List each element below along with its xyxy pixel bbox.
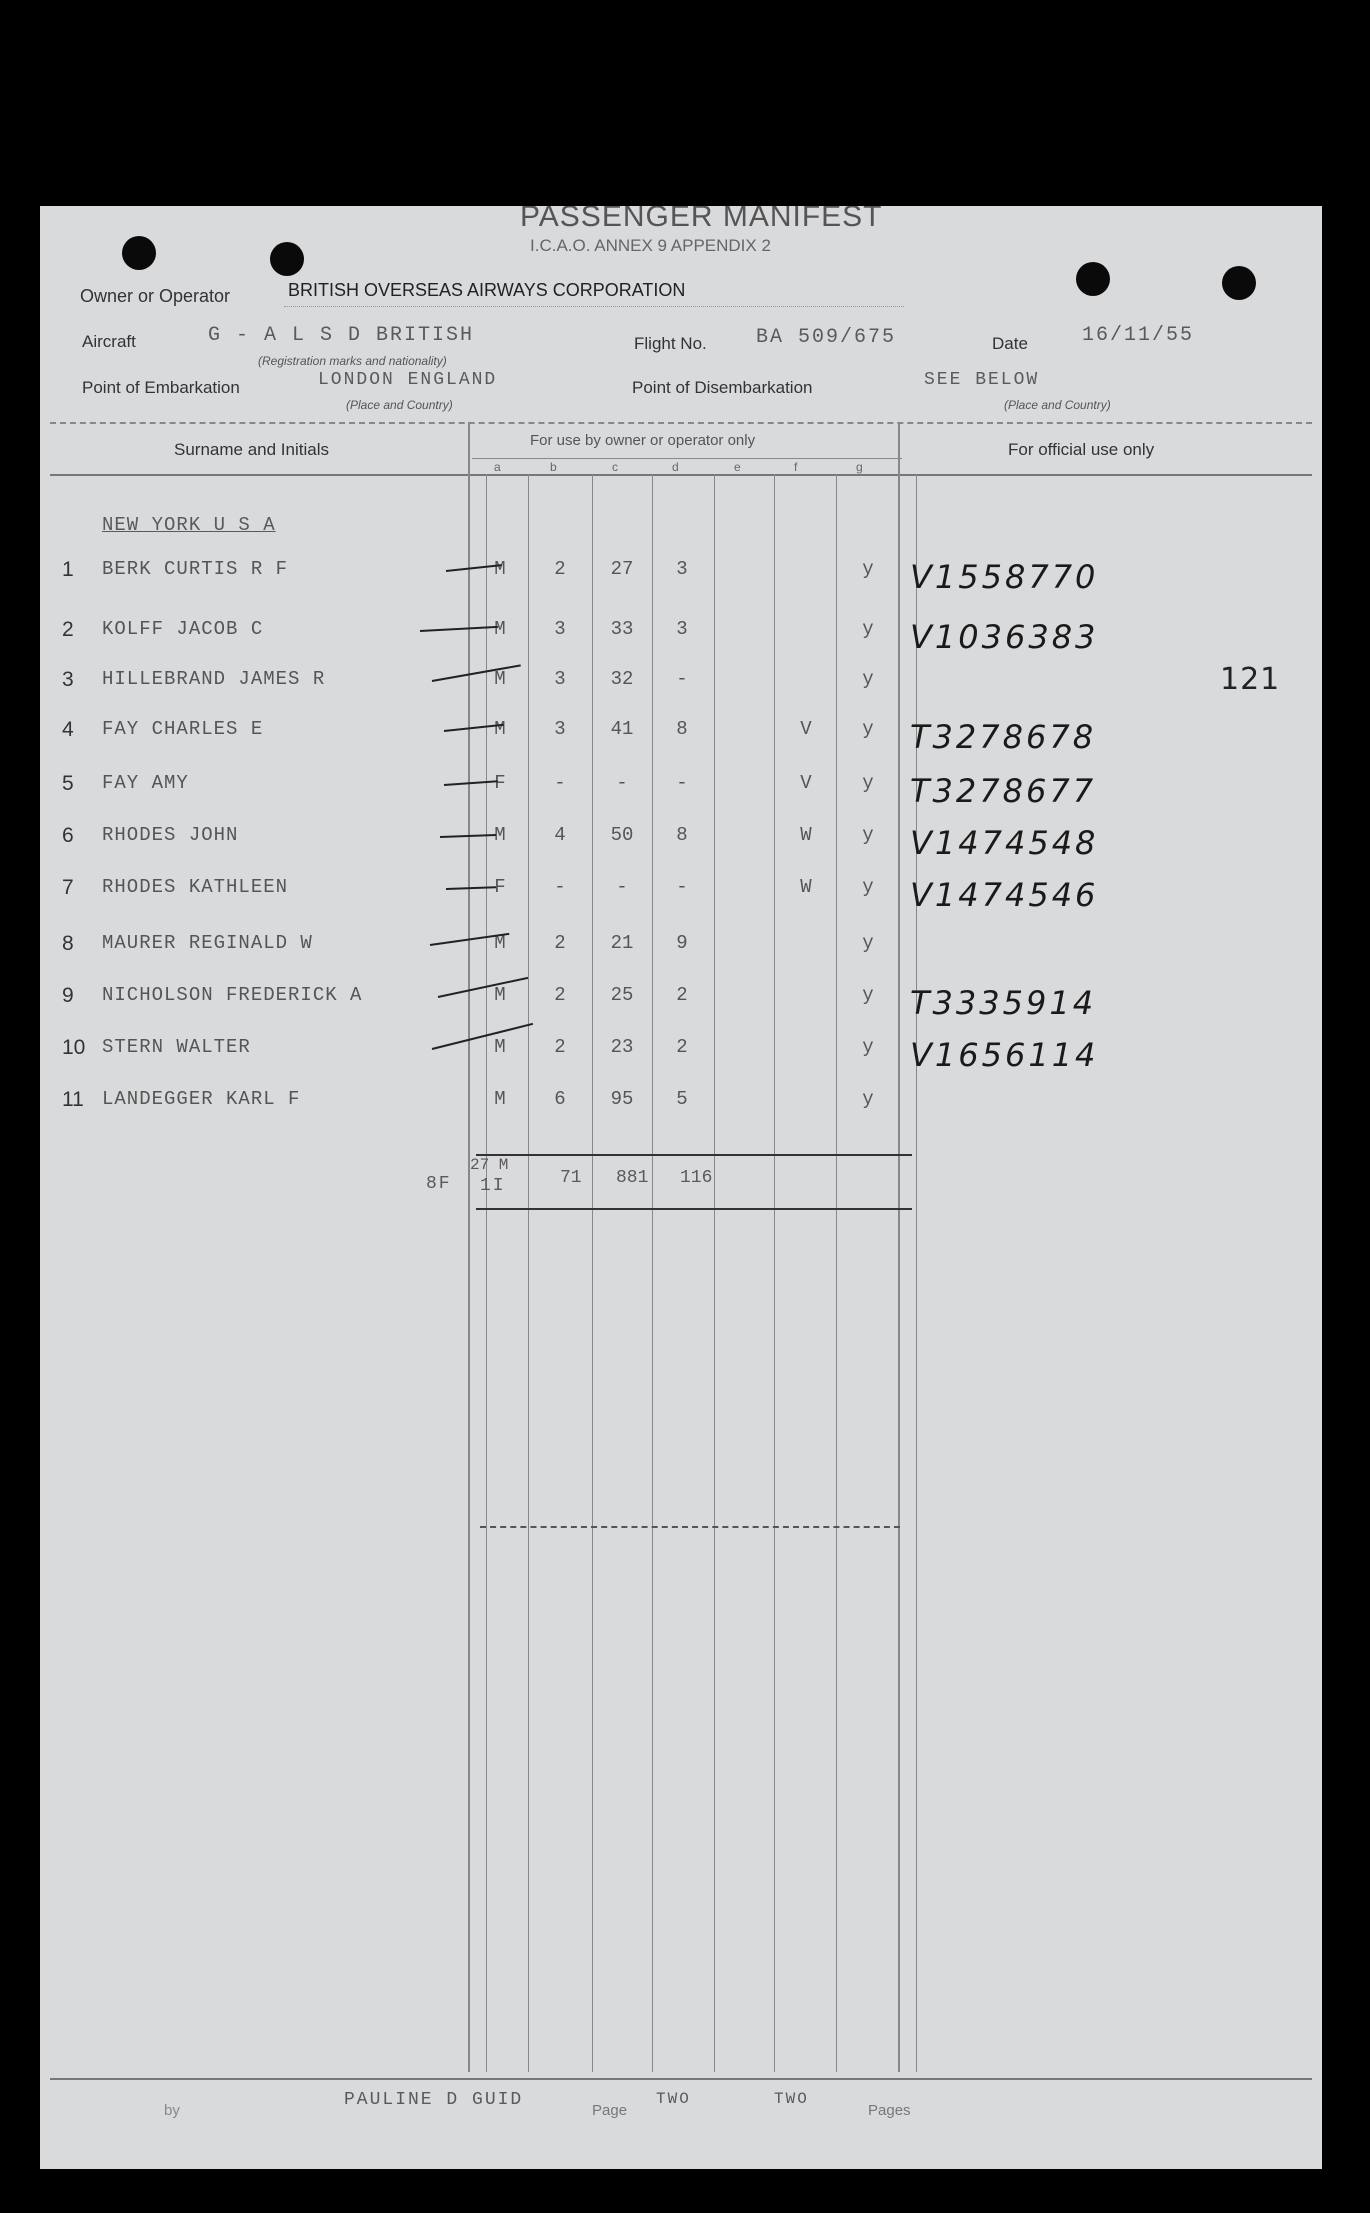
footer-of-value: TWO bbox=[774, 2090, 809, 2108]
official-number: T3335914 bbox=[910, 984, 1097, 1022]
sex-cell: M bbox=[494, 1036, 506, 1058]
sex-cell: M bbox=[494, 1088, 506, 1110]
sex-cell: M bbox=[494, 558, 506, 580]
official-number: V1474548 bbox=[910, 824, 1099, 862]
passenger-row bbox=[40, 772, 1322, 822]
disembark-label: Point of Disembarkation bbox=[632, 378, 813, 397]
passenger-row bbox=[40, 668, 1322, 718]
passenger-name: KOLFF JACOB C bbox=[102, 618, 264, 640]
passenger-name: RHODES KATHLEEN bbox=[102, 876, 289, 898]
col-d-cell: 9 bbox=[676, 932, 688, 954]
col-c-cell: 95 bbox=[610, 1088, 634, 1110]
official-number: T3278678 bbox=[910, 718, 1097, 756]
punch-hole bbox=[1222, 266, 1256, 300]
col-g-cell: y bbox=[862, 1088, 874, 1110]
col-b-cell: - bbox=[554, 876, 566, 898]
col-c-cell: 25 bbox=[610, 984, 634, 1006]
passenger-row bbox=[40, 932, 1322, 982]
punch-hole bbox=[270, 242, 304, 276]
aircraft-label: Aircraft bbox=[82, 332, 136, 351]
col-g-cell: y bbox=[862, 618, 874, 640]
col-b-cell: 6 bbox=[554, 1088, 566, 1110]
col-b-cell: 2 bbox=[554, 984, 566, 1006]
passenger-row bbox=[40, 718, 1322, 768]
official-number: V1036383 bbox=[910, 618, 1099, 656]
col-f-cell: V bbox=[800, 718, 812, 740]
embark-label: Point of Embarkation bbox=[82, 378, 240, 397]
col-b-cell: 4 bbox=[554, 824, 566, 846]
sub-column-d: d bbox=[672, 460, 679, 474]
owner-value: BRITISH OVERSEAS AIRWAYS CORPORATION bbox=[288, 280, 686, 300]
col-d-cell: 2 bbox=[676, 1036, 688, 1058]
aircraft-note: (Registration marks and nationality) bbox=[258, 354, 447, 368]
col-f-cell: W bbox=[800, 876, 812, 898]
col-b-cell: 2 bbox=[554, 1036, 566, 1058]
sex-cell: M bbox=[494, 824, 506, 846]
sex-cell: F bbox=[494, 876, 506, 898]
col-c-cell: 33 bbox=[610, 618, 634, 640]
col-operator: For use by owner or operator only bbox=[530, 432, 756, 449]
col-b-cell: - bbox=[554, 772, 566, 794]
row-number: 11 bbox=[62, 1088, 84, 1111]
col-g-cell: y bbox=[862, 824, 874, 846]
footer-by-value: PAULINE D GUID bbox=[344, 2090, 524, 2110]
col-g-cell: y bbox=[862, 558, 874, 580]
col-d-cell: 8 bbox=[676, 824, 688, 846]
col-g-cell: y bbox=[862, 718, 874, 740]
row-number: 10 bbox=[62, 1036, 86, 1059]
passenger-row bbox=[40, 1036, 1322, 1086]
sub-column-f: f bbox=[794, 460, 798, 474]
official-number: V1656114 bbox=[910, 1036, 1099, 1074]
passenger-row bbox=[40, 558, 1322, 608]
sub-column-c: c bbox=[612, 460, 618, 474]
totals-a-top: 27 M bbox=[470, 1156, 509, 1174]
manifest-sheet bbox=[40, 206, 1322, 2169]
page-number: 121 bbox=[1220, 662, 1281, 697]
col-c-cell: - bbox=[616, 876, 628, 898]
col-g-cell: y bbox=[862, 772, 874, 794]
col-d-cell: 3 bbox=[676, 618, 688, 640]
footer-by-label: by bbox=[164, 2102, 180, 2119]
official-number: T3278677 bbox=[910, 772, 1097, 810]
embark-value: LONDON ENGLAND bbox=[318, 370, 498, 390]
passenger-row bbox=[40, 1088, 1322, 1138]
row-number: 5 bbox=[62, 772, 74, 795]
row-number: 6 bbox=[62, 824, 74, 847]
punch-hole bbox=[1076, 262, 1110, 296]
passenger-name: FAY AMY bbox=[102, 772, 189, 794]
passenger-name: BERK CURTIS R F bbox=[102, 558, 289, 580]
row-number: 7 bbox=[62, 876, 74, 899]
row-number: 8 bbox=[62, 932, 74, 955]
col-c-cell: 27 bbox=[610, 558, 634, 580]
col-b-cell: 2 bbox=[554, 932, 566, 954]
disembark-note: (Place and Country) bbox=[1004, 398, 1111, 412]
footer-page-value: TWO bbox=[656, 2090, 691, 2108]
col-c-cell: 21 bbox=[610, 932, 634, 954]
col-c-cell: 32 bbox=[610, 668, 634, 690]
col-f-cell: W bbox=[800, 824, 812, 846]
passenger-name: NICHOLSON FREDERICK A bbox=[102, 984, 363, 1006]
section-heading: NEW YORK U S A bbox=[102, 514, 276, 536]
row-number: 3 bbox=[62, 668, 74, 691]
col-g-cell: y bbox=[862, 984, 874, 1006]
punch-hole bbox=[122, 236, 156, 270]
col-b-cell: 3 bbox=[554, 718, 566, 740]
sex-cell: M bbox=[494, 668, 506, 690]
col-g-cell: y bbox=[862, 668, 874, 690]
col-d-cell: 3 bbox=[676, 558, 688, 580]
col-b-cell: 3 bbox=[554, 618, 566, 640]
sex-cell: M bbox=[494, 984, 506, 1006]
col-d-cell: - bbox=[676, 772, 688, 794]
sub-column-e: e bbox=[734, 460, 741, 474]
official-number: V1558770 bbox=[910, 558, 1099, 596]
form-title: PASSENGER MANIFEST bbox=[520, 206, 883, 233]
col-surname: Surname and Initials bbox=[174, 440, 329, 459]
form-subtitle: I.C.A.O. ANNEX 9 APPENDIX 2 bbox=[530, 236, 771, 255]
passenger-row bbox=[40, 824, 1322, 874]
passenger-name: LANDEGGER KARL F bbox=[102, 1088, 301, 1110]
passenger-row bbox=[40, 876, 1322, 926]
sub-column-b: b bbox=[550, 460, 557, 474]
col-b-cell: 2 bbox=[554, 558, 566, 580]
passenger-name: RHODES JOHN bbox=[102, 824, 239, 846]
totals-b: 71 bbox=[560, 1168, 582, 1188]
row-number: 2 bbox=[62, 618, 74, 641]
sub-column-g: g bbox=[856, 460, 863, 474]
aircraft-value: G - A L S D BRITISH bbox=[208, 324, 475, 347]
col-b-cell: 3 bbox=[554, 668, 566, 690]
official-number: V1474546 bbox=[910, 876, 1099, 914]
passenger-name: HILLEBRAND JAMES R bbox=[102, 668, 326, 690]
totals-a-bottom: 1I bbox=[480, 1176, 506, 1196]
date-value: 16/11/55 bbox=[1082, 324, 1195, 347]
col-official: For official use only bbox=[1008, 440, 1155, 459]
owner-label: Owner or Operator bbox=[80, 286, 231, 306]
col-d-cell: 8 bbox=[676, 718, 688, 740]
col-c-cell: 50 bbox=[610, 824, 634, 846]
col-c-cell: - bbox=[616, 772, 628, 794]
disembark-value: SEE BELOW bbox=[924, 370, 1040, 390]
passenger-name: FAY CHARLES E bbox=[102, 718, 264, 740]
col-f-cell: V bbox=[800, 772, 812, 794]
footer-page-label: Page bbox=[592, 2102, 628, 2119]
flight-label: Flight No. bbox=[634, 334, 707, 353]
sex-cell: M bbox=[494, 932, 506, 954]
totals-c: 881 bbox=[616, 1168, 649, 1188]
col-c-cell: 41 bbox=[610, 718, 634, 740]
col-d-cell: - bbox=[676, 876, 688, 898]
sub-column-a: a bbox=[494, 460, 501, 474]
col-g-cell: y bbox=[862, 1036, 874, 1058]
footer-pages-label: Pages bbox=[868, 2102, 911, 2119]
row-number: 9 bbox=[62, 984, 74, 1007]
flight-value: BA 509/675 bbox=[756, 326, 897, 349]
col-d-cell: 5 bbox=[676, 1088, 688, 1110]
passenger-row bbox=[40, 618, 1322, 668]
passenger-name: STERN WALTER bbox=[102, 1036, 251, 1058]
col-d-cell: - bbox=[676, 668, 688, 690]
totals-d: 116 bbox=[680, 1168, 713, 1188]
row-number: 4 bbox=[62, 718, 74, 741]
col-g-cell: y bbox=[862, 932, 874, 954]
date-label: Date bbox=[992, 334, 1028, 353]
row-number: 1 bbox=[62, 558, 74, 581]
passenger-name: MAURER REGINALD W bbox=[102, 932, 313, 954]
col-d-cell: 2 bbox=[676, 984, 688, 1006]
sex-cell: F bbox=[494, 772, 506, 794]
passenger-row bbox=[40, 984, 1322, 1034]
col-g-cell: y bbox=[862, 876, 874, 898]
sex-cell: M bbox=[494, 618, 506, 640]
embark-note: (Place and Country) bbox=[346, 398, 453, 412]
sex-cell: M bbox=[494, 718, 506, 740]
col-c-cell: 23 bbox=[610, 1036, 634, 1058]
totals-left: 8F bbox=[426, 1174, 452, 1194]
